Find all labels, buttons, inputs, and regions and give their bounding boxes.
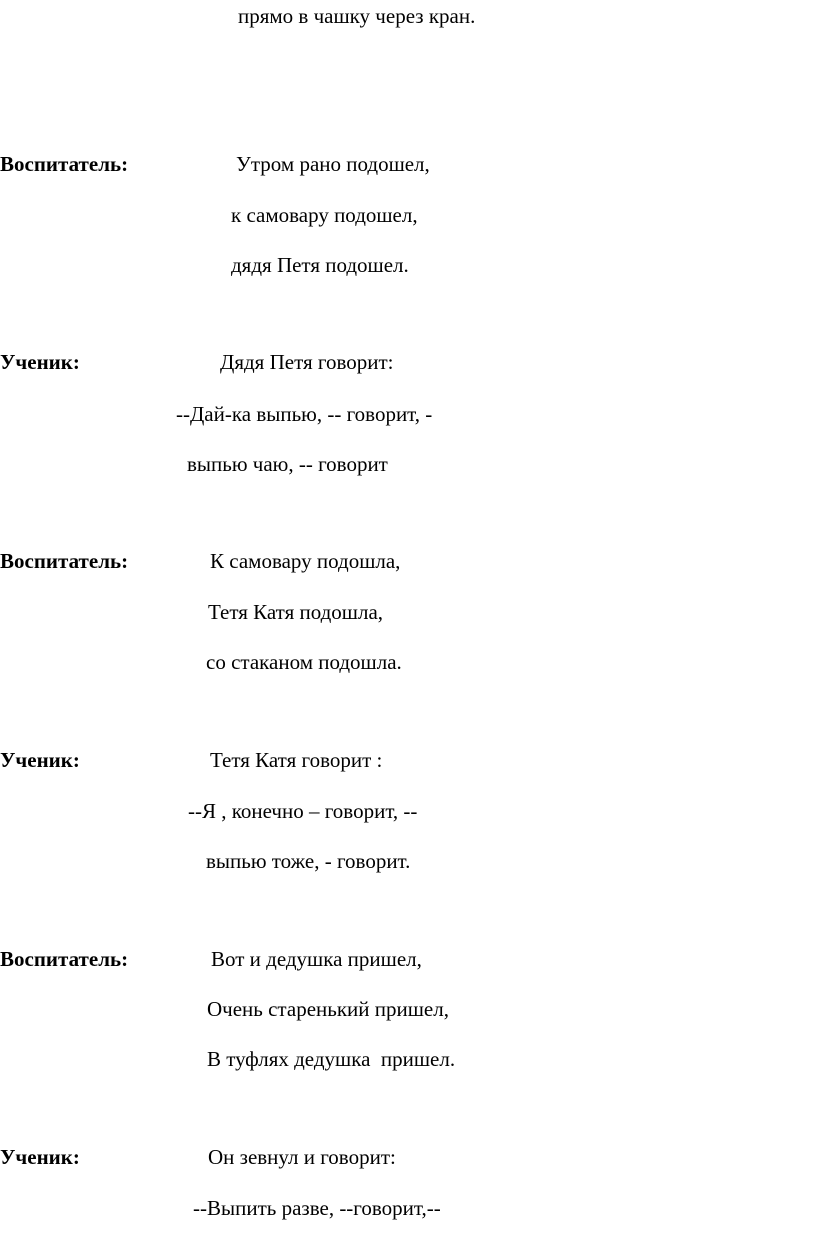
verse-line: дядя Петя подошел. xyxy=(231,253,409,277)
verse-line: Вот и дедушка пришел, xyxy=(211,947,422,971)
verse-line: со стаканом подошла. xyxy=(206,650,402,674)
verse-line: --Выпить разве, --говорит,-- xyxy=(193,1196,441,1220)
verse-line: выпью чаю, -- говорит xyxy=(187,452,388,476)
verse-line: выпью тоже, - говорит. xyxy=(206,849,411,873)
verse-line: Утром рано подошел, xyxy=(236,152,430,176)
verse-line: к самовару подошел, xyxy=(231,203,418,227)
speaker-label: Воспитатель: xyxy=(0,947,129,971)
intro-line: прямо в чашку через кран. xyxy=(238,4,476,28)
speaker-label: Ученик: xyxy=(0,1145,80,1169)
speaker-label: Воспитатель: xyxy=(0,549,129,573)
verse-line: --Я , конечно – говорит, -- xyxy=(188,799,418,823)
verse-line: Очень старенький пришел, xyxy=(207,997,449,1021)
verse-line: В туфлях дедушка пришел. xyxy=(207,1047,456,1071)
verse-line: К самовару подошла, xyxy=(210,549,401,573)
verse-line: Он зевнул и говорит: xyxy=(208,1145,396,1169)
verse-line: Тетя Катя говорит : xyxy=(210,748,383,772)
verse-line: Дядя Петя говорит: xyxy=(220,350,394,374)
speaker-label: Воспитатель: xyxy=(0,152,129,176)
speaker-label: Ученик: xyxy=(0,350,80,374)
speaker-label: Ученик: xyxy=(0,748,80,772)
verse-line: --Дай-ка выпью, -- говорит, - xyxy=(176,402,433,426)
verse-line: Тетя Катя подошла, xyxy=(208,600,384,624)
